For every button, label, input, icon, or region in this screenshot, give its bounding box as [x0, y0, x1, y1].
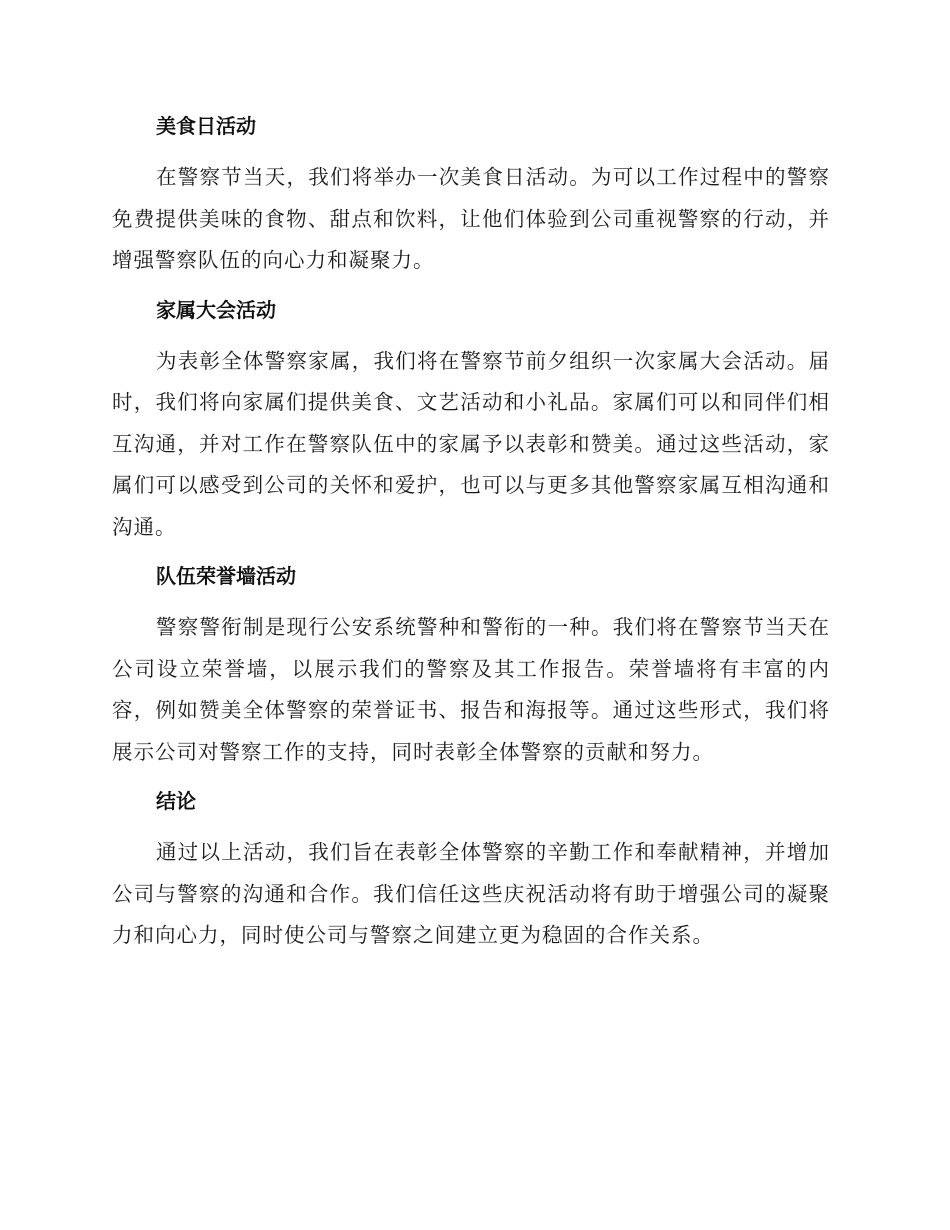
paragraph-food-day [112, 157, 830, 282]
paragraph-conclusion [112, 832, 830, 957]
paragraph-line: 公司设立荣誉墙，以展示我们的警察及其工作报告。荣誉墙将有丰富的内 [112, 656, 830, 681]
paragraph-line: 在警察节当天，我们将举办一次美食日活动。为可以工作过程中的警察 [156, 165, 830, 189]
paragraph-line: 免费提供美味的食物、甜点和饮料，让他们体验到公司重视警察的行动，并 [112, 206, 830, 231]
section-heading-food-day: 美食日活动 [156, 114, 256, 138]
paragraph-line: 时，我们将向家属们提供美食、文艺活动和小礼品。家属们可以和同伴们相 [112, 390, 830, 414]
paragraph-honor-wall [112, 607, 830, 773]
section-heading-honor-wall: 队伍荣誉墙活动 [156, 564, 296, 588]
section-heading-conclusion: 结论 [156, 789, 196, 813]
paragraph-line: 警察警衔制是现行公安系统警种和警衔的一种。我们将在警察节当天在 [156, 615, 830, 639]
paragraph-line: 为表彰全体警察家属，我们将在警察节前夕组织一次家属大会活动。届 [156, 348, 830, 373]
paragraph-line: 容，例如赞美全体警察的荣誉证书、报告和海报等。通过这些形式，我们将 [112, 698, 830, 722]
paragraph-line: 力和向心力，同时使公司与警察之间建立更为稳固的合作关系。 [112, 923, 714, 947]
section-heading-family-meeting: 家属大会活动 [156, 297, 276, 322]
paragraph-line: 沟通。 [112, 514, 177, 539]
paragraph-line: 通过以上活动，我们旨在表彰全体警察的辛勤工作和奉献精神，并增加 [156, 840, 830, 864]
document-page [112, 108, 830, 957]
paragraph-family-meeting [112, 341, 830, 549]
paragraph-line: 展示公司对警察工作的支持，同时表彰全体警察的贡献和努力。 [112, 739, 714, 764]
paragraph-line: 公司与警察的沟通和合作。我们信任这些庆祝活动将有助于增强公司的凝聚 [112, 881, 830, 906]
paragraph-line: 属们可以感受到公司的关怀和爱护，也可以与更多其他警察家属互相沟通和 [112, 473, 830, 497]
paragraph-line: 互沟通，并对工作在警察队伍中的家属予以表彰和赞美。通过这些活动，家 [112, 431, 830, 456]
paragraph-line: 增强警察队伍的向心力和凝聚力。 [112, 248, 435, 272]
